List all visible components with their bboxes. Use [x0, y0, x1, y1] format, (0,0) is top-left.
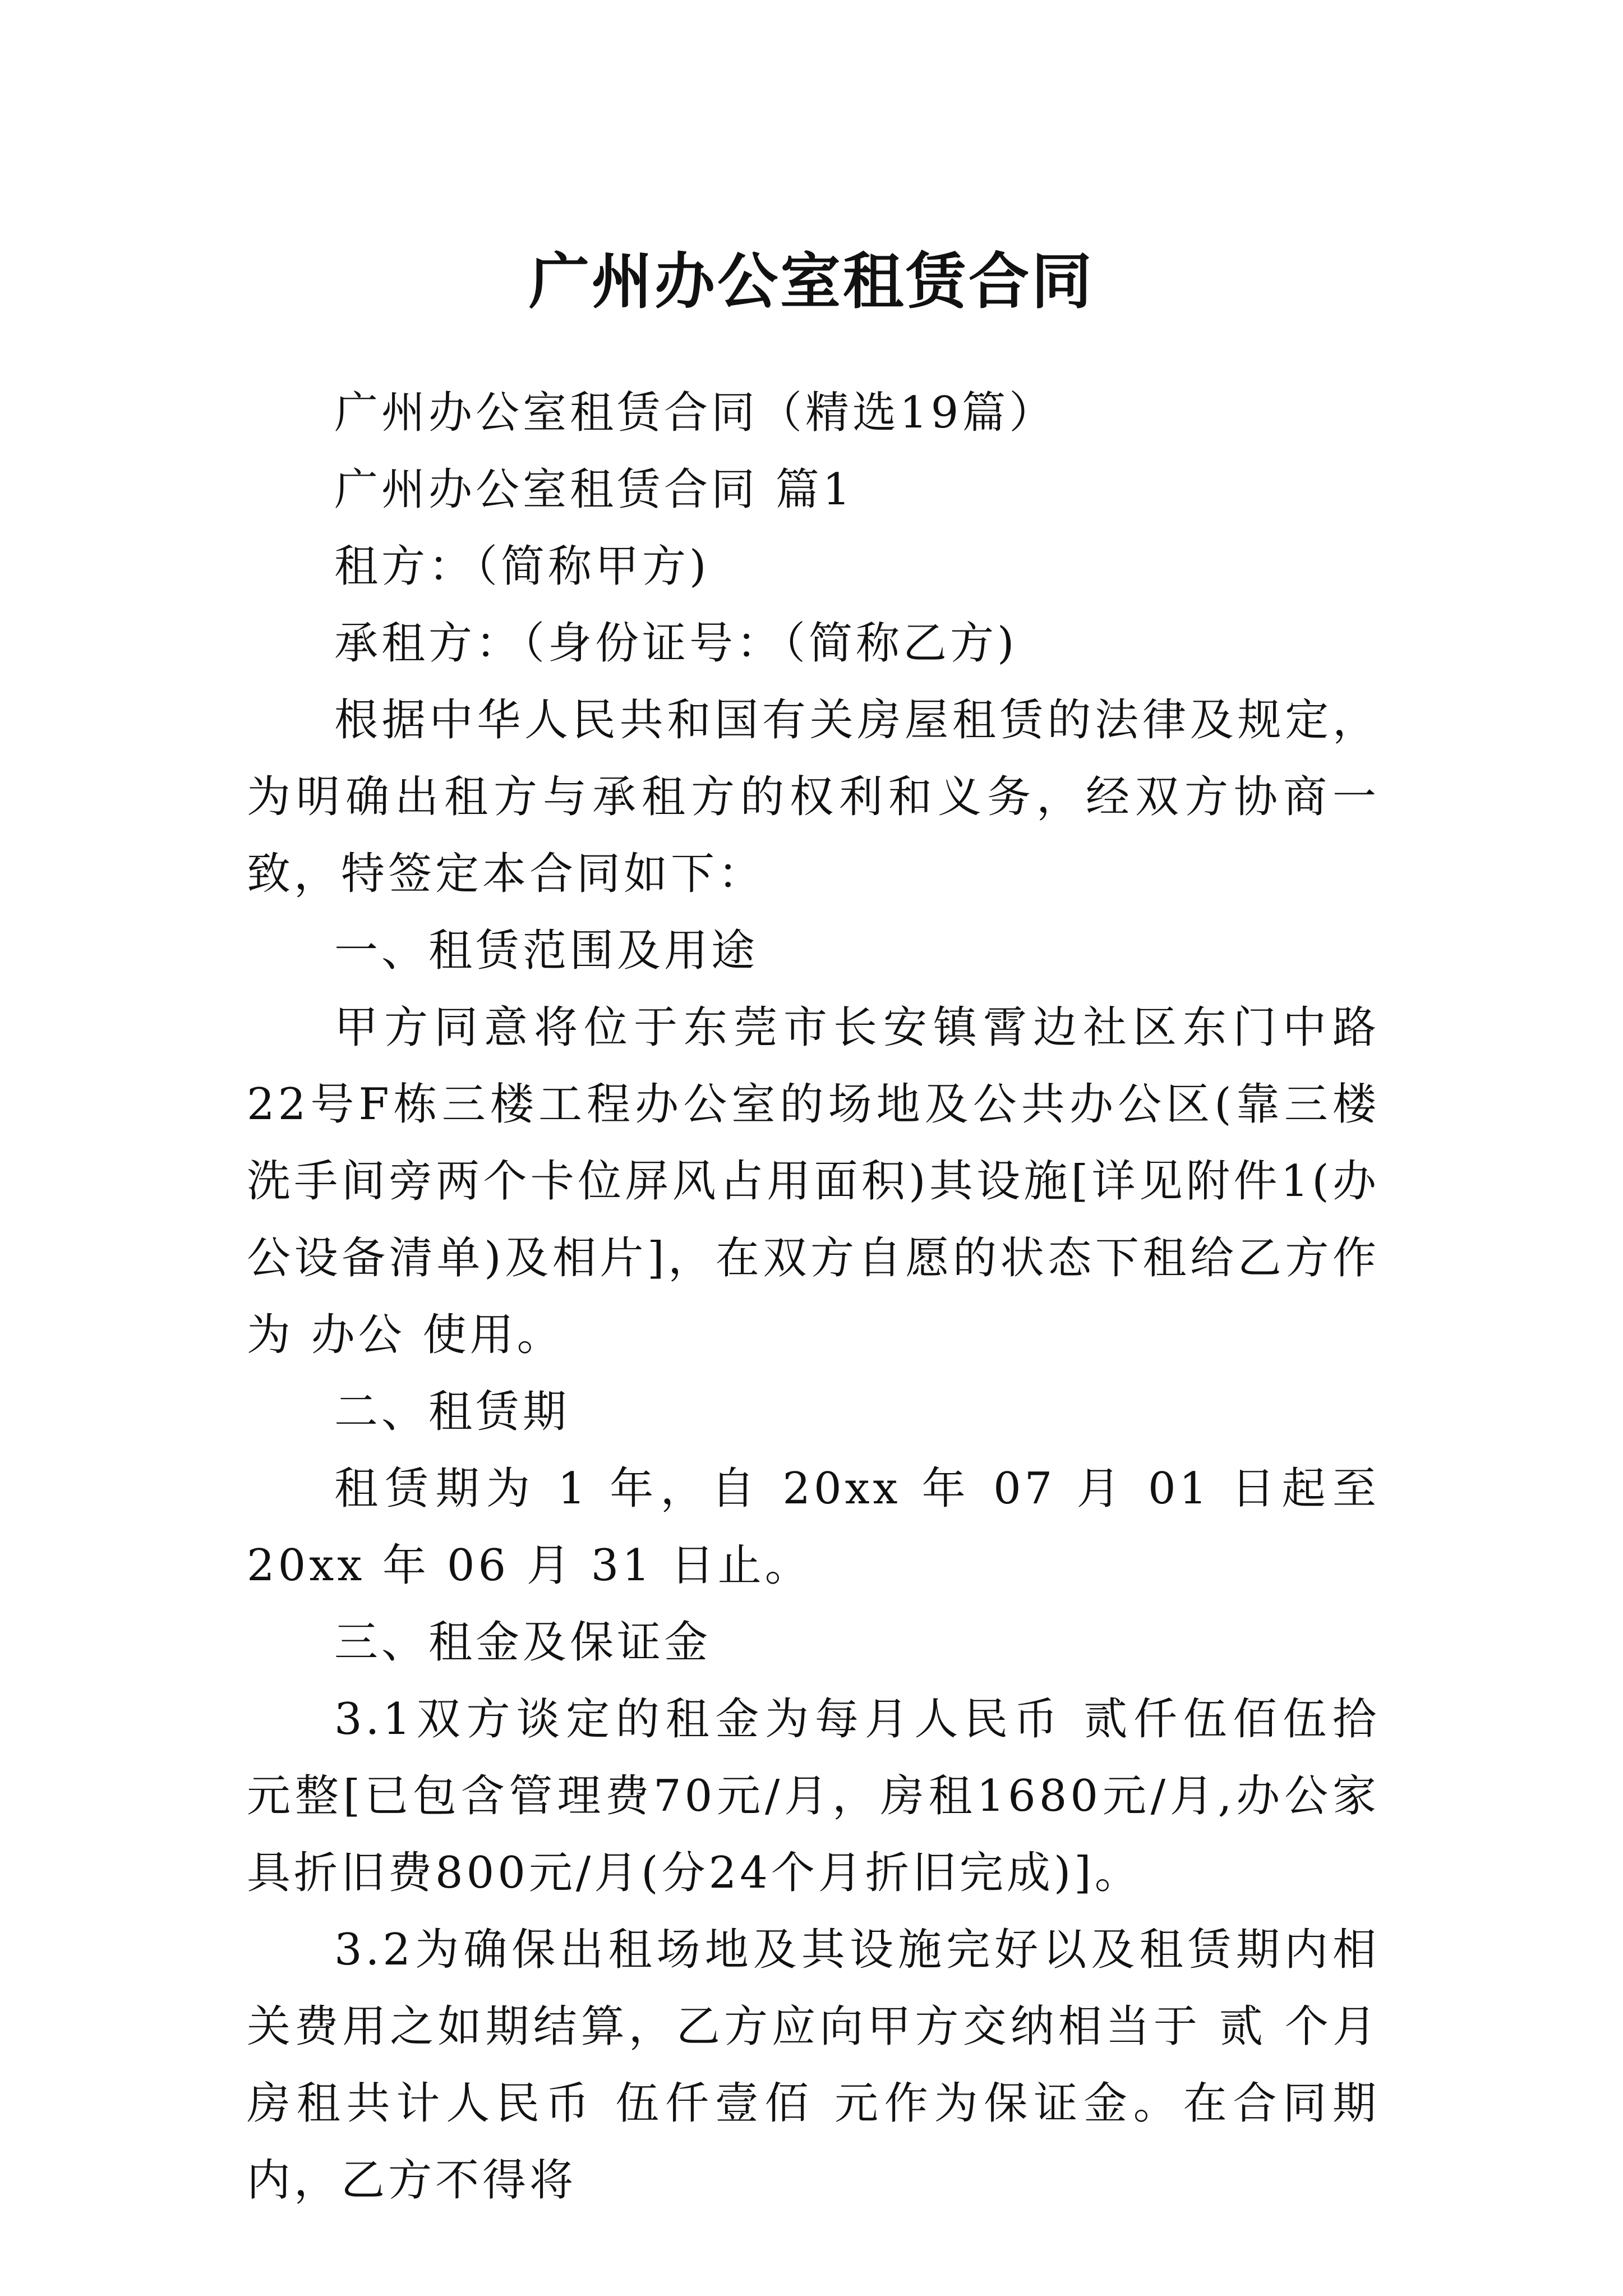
document-body [247, 375, 1380, 2219]
subtitle-line: 广州办公室租赁合同（精选19篇） [334, 388, 1057, 438]
clause-scope-text: 甲方同意将位于东莞市长安镇霄边社区东门中路22号F栋三楼工程办公室的场地及公共办公区(靠三楼洗手间旁两个卡位屏风占用面积)其设施[详见附件1(办公设备清单)及相片]，在双方自愿的状态下租给乙方作为 办公 使用。 [247, 1002, 1380, 1360]
lessee-line: 承租方：（身份证号：（简称乙方) [334, 618, 1018, 669]
section-heading-part-1: 广州办公室租赁合同 篇1 [334, 464, 854, 515]
lessor-line: 租方：（简称甲方) [334, 541, 710, 592]
clause-heading-term: 二、租赁期 [334, 1387, 570, 1437]
preamble-paragraph: 根据中华人民共和国有关房屋租赁的法律及规定，为明确出租方与承租方的权利和义务，经双方协商一致，特签定本合同如下： [247, 695, 1380, 899]
clause-term-text: 租赁期为 1 年，自 20xx 年 07 月 01 日起至 20xx 年 06 月 31 日止。 [247, 1464, 1380, 1591]
clause-heading-scope: 一、租赁范围及用途 [334, 926, 759, 976]
clause-deposit-3-2: 3.2为确保出租场地及其设施完好以及租赁期内相关费用之如期结算，乙方应向甲方交纳相当于 贰 个月房租共计人民币 伍仟壹佰 元作为保证金。在合同期内，乙方不得将 [247, 1925, 1380, 2206]
clause-rent-3-1: 3.1双方谈定的租金为每月人民币 贰仟伍佰伍拾 元整[已包含管理费70元/月，房租1680元/月,办公家具折旧费800元/月(分24个月折旧完成)]。 [247, 1694, 1380, 1898]
clause-heading-rent: 三、租金及保证金 [334, 1617, 712, 1668]
document-title: 广州办公室租赁合同 [528, 246, 1094, 318]
